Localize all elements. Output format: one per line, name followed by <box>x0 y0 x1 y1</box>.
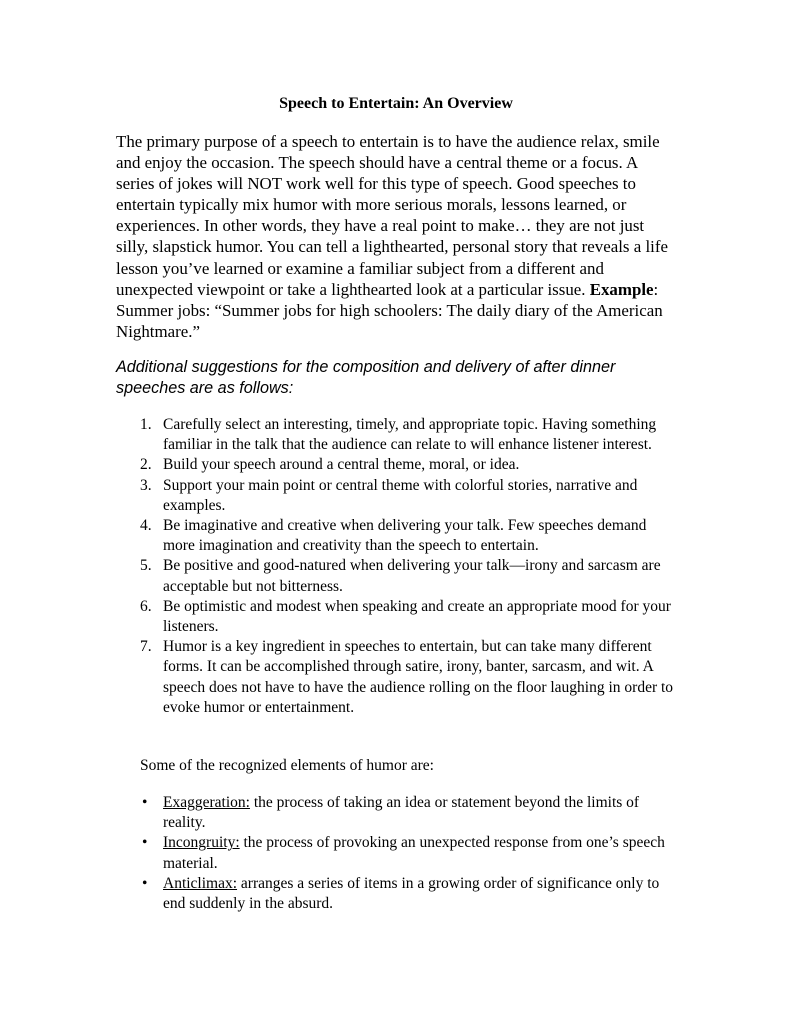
humor-intro: Some of the recognized elements of humor are: <box>140 757 434 774</box>
item-text: Carefully select an interesting, timely, and appropriate topic. Having something familiar in the talk that the audience can relate to will enhance listener interest. <box>163 416 657 454</box>
item-text: Humor is a key ingredient in speeches to entertain, but can take many different forms. It can be accomplished through satire, irony, banter, sarcasm, and wit. A speech does not have to have the audience rolling on the floor laughing in order to evoke humor or entertainment. <box>163 638 674 716</box>
bullet-icon: • <box>142 794 148 811</box>
list-item <box>116 874 676 914</box>
bullet-icon: • <box>142 874 148 892</box>
list-item <box>116 637 676 718</box>
item-text: Support your main point or central theme with colorful stories, narrative and examples. <box>163 476 638 514</box>
list-item <box>116 516 676 556</box>
item-text: Be optimistic and modest when speaking and create an appropriate mood for your listeners. <box>163 597 671 636</box>
suggestions-list <box>116 415 676 718</box>
list-item <box>116 455 676 475</box>
example-text: : Summer jobs: “Summer jobs for high schoolers: The daily diary of the American Nightmare.” <box>116 279 663 341</box>
intro-paragraph <box>116 131 676 342</box>
document-title: Speech to Entertain: An Overview <box>279 95 513 112</box>
item-number: 7. <box>140 638 152 656</box>
list-item <box>116 415 676 455</box>
item-text: Be imaginative and creative when delivering your talk. Few speeches demand more imagination and creativity than the speech to entertain. <box>163 517 647 555</box>
item-number: 5. <box>140 557 152 575</box>
item-text: Be positive and good-natured when delivering your talk—irony and sarcasm are acceptable but not bitterness. <box>163 557 661 595</box>
example-label: Example <box>589 279 654 299</box>
list-item <box>116 476 676 516</box>
item-number: 4. <box>140 517 152 535</box>
element-term: Incongruity: <box>163 834 240 852</box>
item-number: 6. <box>140 597 152 615</box>
bullet-icon: • <box>142 834 148 852</box>
item-text: Build your speech around a central theme, moral, or idea. <box>163 456 520 474</box>
element-term: Exaggeration: <box>163 794 250 811</box>
item-number: 1. <box>140 416 152 433</box>
humor-elements-list <box>116 793 676 914</box>
item-number: 3. <box>140 476 152 494</box>
element-definition: the process of provoking an unexpected response from one’s speech material. <box>163 834 665 872</box>
suggestions-heading: Additional suggestions for the composition and delivery of after dinner speeches are as follows: <box>116 358 616 397</box>
intro-text: The primary purpose of a speech to entertain is to have the audience relax, smile and enjoy the occasion. The speech should have a central theme or a focus. A series of jokes will NOT work well for this type of speech. Good speeches to entertain typically mix humor with more serious morals, lessons learned, or experiences. In other words, they have a real point to make… they are not just silly, slapstick humor. You can tell a lighthearted, personal story that reveals a life lesson you’ve learned or examine a familiar subject from a different and unexpected viewpoint or take a lighthearted look at a particular issue. <box>116 132 668 299</box>
item-number: 2. <box>140 456 152 474</box>
element-definition: the process of taking an idea or statement beyond the limits of reality. <box>163 794 640 832</box>
element-definition: arranges a series of items in a growing order of significance only to end suddenly in the absurd. <box>163 874 660 913</box>
list-item <box>116 556 676 596</box>
list-item <box>116 833 676 873</box>
list-item <box>116 793 676 833</box>
list-item <box>116 597 676 637</box>
element-term: Anticlimax: <box>163 874 238 892</box>
